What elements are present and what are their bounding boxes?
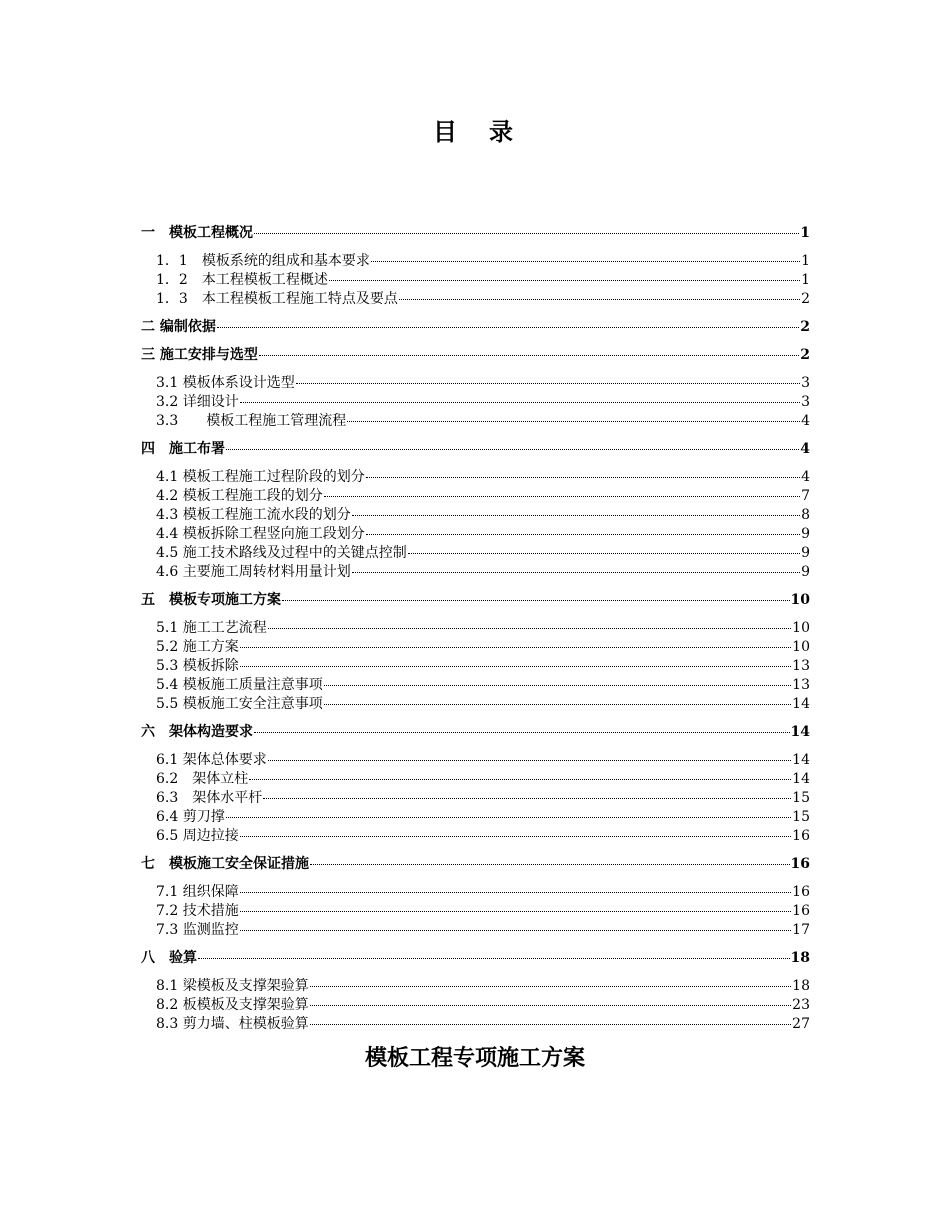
toc-entry-page-number: 16	[792, 903, 810, 919]
toc-entry-label: 二 编制依据	[141, 319, 216, 335]
dot-leader	[352, 515, 800, 516]
toc-entry-page-number: 17	[792, 922, 810, 938]
toc-entry-page-number: 9	[801, 526, 810, 542]
dot-leader	[240, 402, 800, 403]
toc-entry-label: 七 模板施工安全保证措施	[141, 856, 309, 872]
dot-leader	[226, 449, 799, 450]
dot-leader	[240, 911, 791, 912]
toc-section-entry[interactable]	[141, 346, 810, 365]
toc-entry-page-number: 18	[792, 978, 810, 994]
toc-entry-label: 4.5 施工技术路线及过程中的关键点控制	[156, 545, 407, 561]
dot-leader	[240, 647, 791, 648]
toc-entry-page-number: 9	[801, 545, 810, 561]
toc-entry-page-number: 16	[792, 828, 810, 844]
dot-leader	[324, 704, 791, 705]
toc-entry-label: 7.2 技术措施	[156, 903, 239, 919]
toc-subsection-entry[interactable]	[141, 252, 810, 271]
toc-entry-label: 一 模板工程概况	[141, 225, 253, 241]
toc-entry-label: 6.2 架体立柱	[156, 771, 249, 787]
toc-entry-label: 4.2 模板工程施工段的划分	[156, 488, 323, 504]
toc-entry-page-number: 14	[792, 771, 810, 787]
toc-entry-page-number: 7	[801, 488, 810, 504]
table-of-contents	[141, 224, 810, 1034]
dot-leader	[371, 261, 800, 262]
toc-entry-label: 3.2 详细设计	[156, 394, 239, 410]
toc-entry-page-number: 4	[801, 469, 810, 485]
toc-subsection-entry[interactable]	[141, 657, 810, 676]
toc-entry-page-number: 3	[801, 394, 810, 410]
toc-entry-page-number: 2	[800, 347, 810, 363]
toc-entry-page-number: 18	[790, 950, 810, 966]
toc-section-entry[interactable]	[141, 591, 810, 610]
dot-leader	[408, 553, 800, 554]
toc-entry-label: 5.3 模板拆除	[156, 658, 239, 674]
toc-entry-label: 4.3 模板工程施工流水段的划分	[156, 507, 351, 523]
toc-section-entry[interactable]	[141, 723, 810, 742]
toc-entry-label: 4.4 模板拆除工程竖向施工段划分	[156, 526, 365, 542]
dot-leader	[324, 496, 800, 497]
dot-leader	[254, 233, 799, 234]
toc-entry-page-number: 3	[801, 375, 810, 391]
dot-leader	[310, 1024, 791, 1025]
toc-entry-page-number: 2	[801, 291, 810, 307]
dot-leader	[263, 798, 791, 799]
toc-subsection-entry[interactable]	[141, 468, 810, 487]
toc-entry-label: 5.2 施工方案	[156, 639, 239, 655]
toc-entry-page-number: 1	[800, 225, 810, 241]
toc-entry-page-number: 16	[792, 884, 810, 900]
toc-entry-page-number: 4	[800, 441, 810, 457]
dot-leader	[240, 930, 791, 931]
dot-leader	[310, 986, 791, 987]
dot-leader	[310, 1005, 791, 1006]
dot-leader	[217, 327, 799, 328]
toc-entry-label: 三 施工安排与选型	[141, 347, 258, 363]
toc-subsection-entry[interactable]	[141, 290, 810, 309]
toc-entry-page-number: 10	[792, 639, 810, 655]
toc-title: 目 录	[433, 117, 517, 146]
toc-subsection-entry[interactable]	[141, 921, 810, 940]
dot-leader	[226, 817, 791, 818]
toc-entry-page-number: 4	[801, 413, 810, 429]
dot-leader	[240, 666, 791, 667]
toc-subsection-entry[interactable]	[141, 487, 810, 506]
toc-subsection-entry[interactable]	[141, 506, 810, 525]
toc-entry-page-number: 1	[801, 253, 810, 269]
toc-subsection-entry[interactable]	[141, 808, 810, 827]
toc-section-entry[interactable]	[141, 440, 810, 459]
dot-leader	[366, 477, 800, 478]
toc-entry-label: 八 验算	[141, 950, 197, 966]
dot-leader	[399, 299, 800, 300]
toc-entry-page-number: 10	[792, 620, 810, 636]
toc-entry-label: 4.6 主要施工周转材料用量计划	[156, 564, 351, 580]
toc-entry-page-number: 14	[792, 696, 810, 712]
toc-subsection-entry[interactable]	[141, 412, 810, 431]
toc-entry-label: 1．1 模板系统的组成和基本要求	[156, 253, 370, 269]
toc-entry-page-number: 16	[790, 856, 810, 872]
toc-entry-label: 6.4 剪刀撑	[156, 809, 225, 825]
toc-entry-label: 5.4 模板施工质量注意事项	[156, 677, 323, 693]
toc-subsection-entry[interactable]	[141, 619, 810, 638]
toc-subsection-entry[interactable]	[141, 638, 810, 657]
toc-entry-page-number: 15	[792, 790, 810, 806]
toc-entry-page-number: 13	[792, 677, 810, 693]
toc-subsection-entry[interactable]	[141, 544, 810, 563]
toc-subsection-entry[interactable]	[141, 902, 810, 921]
toc-entry-label: 1．2 本工程模板工程概述	[156, 272, 328, 288]
toc-subsection-entry[interactable]	[141, 563, 810, 582]
toc-subsection-entry[interactable]	[141, 770, 810, 789]
dot-leader	[324, 685, 791, 686]
toc-entry-page-number: 2	[800, 319, 810, 335]
toc-entry-page-number: 14	[792, 752, 810, 768]
toc-entry-label: 3.3 模板工程施工管理流程	[156, 413, 347, 429]
dot-leader	[329, 280, 800, 281]
toc-entry-label: 7.3 监测监控	[156, 922, 239, 938]
toc-subsection-entry[interactable]	[141, 977, 810, 996]
toc-subsection-entry[interactable]	[141, 525, 810, 544]
toc-subsection-entry[interactable]	[141, 1015, 810, 1034]
toc-entry-label: 四 施工布署	[141, 441, 225, 457]
dot-leader	[198, 958, 790, 959]
dot-leader	[296, 383, 800, 384]
toc-entry-label: 8.3 剪力墙、柱模板验算	[156, 1016, 309, 1032]
toc-entry-page-number: 14	[790, 724, 810, 740]
toc-entry-label: 五 模板专项施工方案	[141, 592, 281, 608]
toc-entry-label: 7.1 组织保障	[156, 884, 239, 900]
toc-entry-label: 6.5 周边拉接	[156, 828, 239, 844]
dot-leader	[347, 421, 800, 422]
toc-subsection-entry[interactable]	[141, 271, 810, 290]
dot-leader	[268, 760, 791, 761]
dot-leader	[268, 628, 791, 629]
toc-subsection-entry[interactable]	[141, 695, 810, 714]
toc-entry-page-number: 23	[792, 997, 810, 1013]
toc-entry-label: 4.1 模板工程施工过程阶段的划分	[156, 469, 365, 485]
toc-entry-page-number: 13	[792, 658, 810, 674]
toc-entry-label: 5.1 施工工艺流程	[156, 620, 267, 636]
toc-entry-label: 8.1 梁模板及支撑架验算	[156, 978, 309, 994]
dot-leader	[259, 355, 799, 356]
toc-subsection-entry[interactable]	[141, 789, 810, 808]
toc-entry-page-number: 8	[801, 507, 810, 523]
toc-entry-page-number: 9	[801, 564, 810, 580]
dot-leader	[282, 600, 790, 601]
toc-subsection-entry[interactable]	[141, 393, 810, 412]
dot-leader	[254, 732, 790, 733]
toc-section-entry[interactable]	[141, 855, 810, 874]
document-title: 模板工程专项施工方案	[364, 1045, 585, 1071]
toc-subsection-entry[interactable]	[141, 676, 810, 695]
toc-entry-label: 6.3 架体水平杆	[156, 790, 263, 806]
toc-subsection-entry[interactable]	[141, 751, 810, 770]
toc-subsection-entry[interactable]	[141, 996, 810, 1015]
toc-section-entry[interactable]	[141, 318, 810, 337]
toc-entry-label: 8.2 板模板及支撑架验算	[156, 997, 309, 1013]
toc-entry-label: 六 架体构造要求	[141, 724, 253, 740]
dot-leader	[240, 836, 791, 837]
dot-leader	[310, 864, 790, 865]
toc-entry-label: 5.5 模板施工安全注意事项	[156, 696, 323, 712]
dot-leader	[240, 892, 791, 893]
toc-entry-page-number: 1	[801, 272, 810, 288]
toc-entry-page-number: 27	[792, 1016, 810, 1032]
toc-subsection-entry[interactable]	[141, 883, 810, 902]
toc-entry-label: 1．3 本工程模板工程施工特点及要点	[156, 291, 398, 307]
toc-entry-page-number: 15	[792, 809, 810, 825]
dot-leader	[366, 534, 800, 535]
toc-entry-label: 6.1 架体总体要求	[156, 752, 267, 768]
toc-section-entry[interactable]	[141, 949, 810, 968]
toc-entry-label: 3.1 模板体系设计选型	[156, 375, 295, 391]
toc-section-entry[interactable]	[141, 224, 810, 243]
toc-subsection-entry[interactable]	[141, 827, 810, 846]
toc-subsection-entry[interactable]	[141, 374, 810, 393]
dot-leader	[249, 779, 791, 780]
dot-leader	[352, 572, 800, 573]
toc-entry-page-number: 10	[790, 592, 810, 608]
